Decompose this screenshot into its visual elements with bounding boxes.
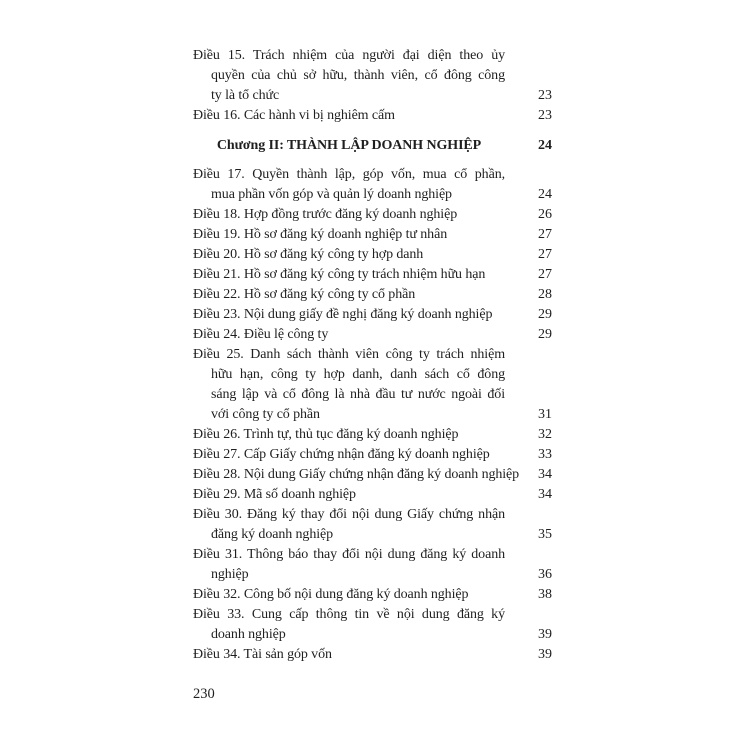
toc-entry-line: Điều 24. Điều lệ công ty	[193, 327, 329, 342]
toc-page-number: 23	[538, 88, 552, 103]
toc-page-number: 24	[538, 187, 552, 202]
toc-entry	[193, 245, 552, 265]
toc-page-number: 27	[538, 227, 552, 242]
toc-entry-line: với công ty cổ phần	[211, 407, 320, 422]
toc-page-number: 39	[538, 647, 552, 662]
toc-entry-line: Điều 18. Hợp đồng trước đăng ký doanh nghiệp	[193, 207, 458, 222]
toc-entry	[193, 265, 552, 285]
toc-page-number: 34	[538, 487, 552, 502]
toc-entry-line: đăng ký doanh nghiệp	[211, 527, 334, 542]
toc-page-number: 33	[538, 447, 552, 462]
toc-entry	[193, 505, 552, 545]
toc-page-number: 34	[538, 467, 552, 482]
toc-entry-line: Điều 33. Cung cấp thông tin về nội dung đăng ký	[193, 607, 505, 622]
footer-page-number: 230	[193, 686, 215, 702]
chapter-heading-text: Chương II: THÀNH LẬP DOANH NGHIỆP	[216, 138, 482, 153]
toc-entry-line: Điều 21. Hồ sơ đăng ký công ty trách nhiệm hữu hạn	[193, 267, 486, 282]
toc-entry-line: sáng lập và cổ đông là nhà đầu tư nước ngoài đối	[211, 387, 505, 402]
toc-entry	[193, 485, 552, 505]
toc-entry-line: Điều 15. Trách nhiệm của người đại diện theo ủy	[193, 48, 505, 63]
toc-entry	[193, 645, 552, 665]
toc	[193, 46, 552, 665]
toc-entry	[193, 285, 552, 305]
toc-page-number: 27	[538, 247, 552, 262]
toc-entry-line: Điều 31. Thông báo thay đổi nội dung đăng ký doanh	[193, 547, 505, 562]
toc-entry	[193, 325, 552, 345]
toc-page-number: 24	[538, 138, 552, 153]
toc-entry-line: mua phần vốn góp và quản lý doanh nghiệp	[211, 187, 452, 202]
toc-entry-line: Điều 29. Mã số doanh nghiệp	[193, 487, 356, 502]
toc-page-number: 27	[538, 267, 552, 282]
toc-page-number: 29	[538, 307, 552, 322]
toc-entry-line: ty là tổ chức	[211, 88, 280, 103]
toc-entry	[193, 465, 552, 485]
toc-entry-line: hữu hạn, công ty hợp danh, danh sách cổ đông	[211, 367, 505, 382]
toc-entry-line: quyền của chủ sở hữu, thành viên, cổ đông công	[211, 68, 505, 83]
toc-entry-line: Điều 19. Hồ sơ đăng ký doanh nghiệp tư nhân	[193, 227, 448, 242]
toc-entry	[193, 585, 552, 605]
toc-entry-line: doanh nghiệp	[211, 627, 286, 642]
toc-entry	[193, 106, 552, 126]
toc-entry	[193, 345, 552, 425]
toc-entry-line: Điều 34. Tài sản góp vốn	[193, 647, 332, 662]
toc-entry-line: nghiệp	[211, 567, 249, 582]
toc-page-number: 32	[538, 427, 552, 442]
chapter-heading	[193, 136, 552, 156]
toc-page-number: 28	[538, 287, 552, 302]
toc-entry-line: Điều 26. Trình tự, thủ tục đăng ký doanh nghiệp	[193, 427, 459, 442]
toc-entry	[193, 425, 552, 445]
toc-entry	[193, 46, 552, 106]
toc-page-number: 31	[538, 407, 552, 422]
toc-entry	[193, 545, 552, 585]
toc-entry-line: Điều 25. Danh sách thành viên công ty trách nhiệm	[193, 347, 505, 362]
toc-entry-line: Điều 20. Hồ sơ đăng ký công ty hợp danh	[193, 247, 424, 262]
toc-page-number: 23	[538, 108, 552, 123]
toc-page-number: 35	[538, 527, 552, 542]
toc-entry-line: Điều 32. Công bố nội dung đăng ký doanh nghiệp	[193, 587, 469, 602]
toc-entry-line: Điều 27. Cấp Giấy chứng nhận đăng ký doanh nghiệp	[193, 447, 490, 462]
toc-page-number: 36	[538, 567, 552, 582]
toc-page-number: 39	[538, 627, 552, 642]
toc-entry-line: Điều 23. Nội dung giấy đề nghị đăng ký doanh nghiệp	[193, 307, 493, 322]
toc-entry-line: Điều 17. Quyền thành lập, góp vốn, mua cổ phần,	[193, 167, 505, 182]
toc-page-number: 26	[538, 207, 552, 222]
toc-entry	[193, 445, 552, 465]
toc-entry-line: Điều 22. Hồ sơ đăng ký công ty cổ phần	[193, 287, 416, 302]
toc-page-number: 29	[538, 327, 552, 342]
toc-entry	[193, 305, 552, 325]
toc-page-number: 38	[538, 587, 552, 602]
toc-entry	[193, 225, 552, 245]
toc-entry-line: Điều 16. Các hành vi bị nghiêm cấm	[193, 108, 395, 123]
toc-entry	[193, 605, 552, 645]
toc-entry-line: Điều 30. Đăng ký thay đổi nội dung Giấy chứng nhận	[193, 507, 505, 522]
toc-entry	[193, 205, 552, 225]
toc-entry-line: Điều 28. Nội dung Giấy chứng nhận đăng ký doanh nghiệp	[193, 467, 520, 482]
toc-entry	[193, 165, 552, 205]
